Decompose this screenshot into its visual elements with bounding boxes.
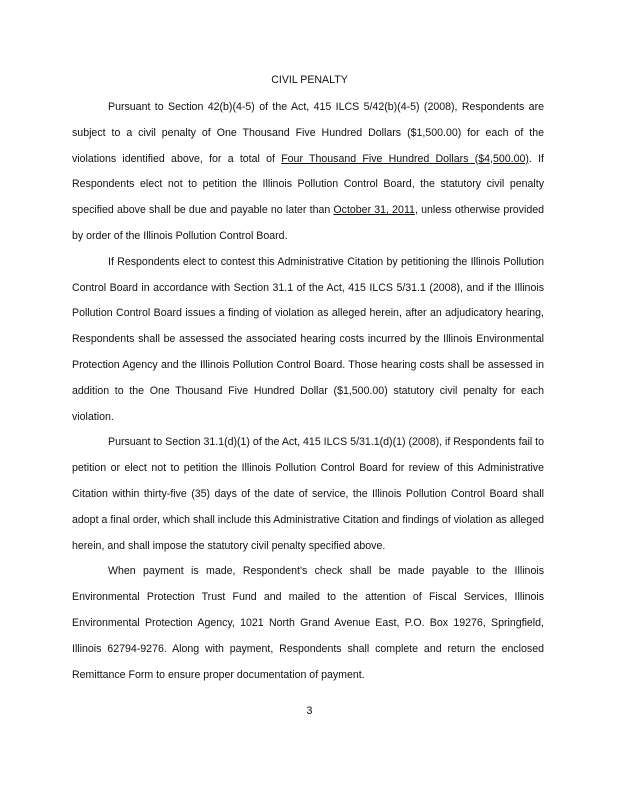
paragraph-final-order: Pursuant to Section 31.1(d)(1) of the Act, 415 ILCS 5/31.1(d)(1) (2008), if Respondents fail to petition or elect not to petition the Illinois Pollution Control Board for review of this Administrative Citation within thirty-five (35) days of the date of service, the Illinois Pollution Control Board shall adopt a final order, which shall include this Administrative Citation and findings of violation as alleged herein, and shall impose the statutory civil penalty specified above. bbox=[72, 436, 544, 552]
underlined-total-amount: Four Thousand Five Hundred Dollars ($4,500.00) bbox=[281, 152, 529, 165]
paragraph-payment-instructions: When payment is made, Respondent's check shall be made payable to the Illinois Environmental Protection Trust Fund and mailed to the attention of Fiscal Services, Illinois Environmental Protection Agency, 1021 North Grand Avenue East, P.O. Box 19276, Springfield, Illinois 62794-9276. Along with payment, Respondents shall complete and return the enclosed Remittance Form to ensure proper documentation of payment. bbox=[72, 565, 544, 681]
paragraph-text: Pursuant to Section 42(b)(4-5) of the Act, 415 ILCS 5/42(b)(4-5) (2008), Respondents are subject to a civil penalty of One Thousand Five Hundred Dollars ($1,500.00) for each of the violations identified above, for a total of bbox=[72, 101, 544, 165]
body-text bbox=[72, 95, 544, 688]
paragraph-text: . If Respondents elect not to petition the Illinois Pollution Control Board, the statutory civil penalty specified above shall be due and payable no later than bbox=[72, 152, 544, 217]
underlined-due-date: October 31, 2011 bbox=[333, 204, 415, 217]
section-heading: CIVIL PENALTY bbox=[271, 74, 348, 86]
page-number: 3 bbox=[306, 705, 313, 717]
paragraph-text: , unless otherwise provided by order of the Illinois Pollution Control Board. bbox=[72, 204, 545, 242]
paragraph-penalty-amount bbox=[72, 95, 544, 250]
paragraph-hearing-costs: If Respondents elect to contest this Administrative Citation by petitioning the Illinois Pollution Control Board in accordance with Section 31.1 of the Act, 415 ILCS 5/31.1 (2008), and if the Illinois Pollution Control Board issues a finding of violation as alleged herein, after an adjudicatory hearing, Respondents shall be assessed the associated hearing costs incurred by the Illinois Environmental Protection Agency and the Illinois Pollution Control Board. Those hearing costs shall be assessed in addition to the One Thousand Five Hundred Dollar ($1,500.00) statutory civil penalty for each violation. bbox=[72, 255, 544, 423]
